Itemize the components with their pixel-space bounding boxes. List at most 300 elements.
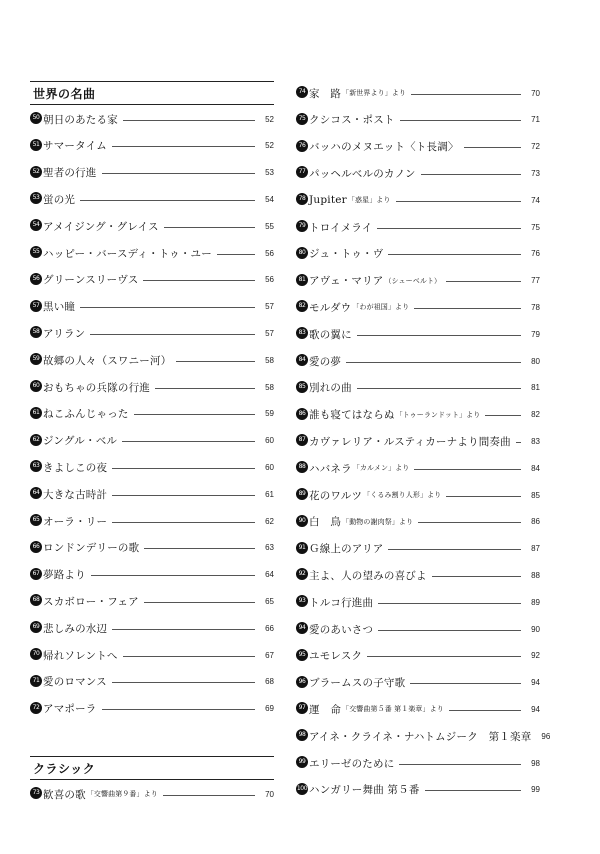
entry-title: エリーゼのために bbox=[309, 757, 395, 770]
leader-line bbox=[112, 629, 255, 630]
entry-row bbox=[309, 593, 540, 611]
entry-page-number: 65 bbox=[265, 596, 274, 606]
entry-page-number: 90 bbox=[531, 624, 540, 634]
entry-number-badge: 86 bbox=[296, 408, 308, 420]
entry-row bbox=[43, 271, 274, 289]
entry-number-badge: 67 bbox=[30, 568, 42, 580]
entry-number-badge: 55 bbox=[30, 246, 42, 258]
entry-page-number: 74 bbox=[531, 195, 540, 205]
entry-number-badge: 66 bbox=[30, 541, 42, 553]
entry-subtitle: 「新世界より」より bbox=[342, 89, 407, 97]
toc-entry[interactable] bbox=[30, 458, 274, 476]
entry-number-badge: 75 bbox=[296, 113, 308, 125]
leader-line bbox=[425, 790, 521, 791]
entry-title: 聖者の行進 bbox=[43, 167, 97, 180]
entry-page-number: 92 bbox=[531, 651, 540, 661]
entry-number-badge: 70 bbox=[30, 648, 42, 660]
leader-line bbox=[144, 602, 255, 603]
entry-row bbox=[309, 111, 540, 129]
entry-row bbox=[309, 245, 540, 263]
leader-line bbox=[122, 441, 255, 442]
entry-row bbox=[309, 674, 540, 692]
toc-entry[interactable] bbox=[296, 674, 540, 692]
entry-page-number: 71 bbox=[531, 115, 540, 125]
entry-row bbox=[309, 754, 540, 772]
entry-page-number: 99 bbox=[531, 785, 540, 795]
entry-number-badge: 54 bbox=[30, 219, 42, 231]
toc-entry[interactable] bbox=[30, 137, 274, 155]
toc-entry[interactable] bbox=[30, 673, 274, 691]
entry-number-badge: 85 bbox=[296, 381, 308, 393]
entry-page-number: 84 bbox=[531, 463, 540, 473]
entry-title: ハバネラ bbox=[309, 462, 352, 475]
entry-row bbox=[43, 619, 274, 637]
leader-line bbox=[80, 307, 255, 308]
entry-row bbox=[43, 378, 274, 396]
entry-number-badge: 81 bbox=[296, 274, 308, 286]
entry-title: 白 鳥 bbox=[309, 516, 342, 529]
toc-entry[interactable] bbox=[296, 593, 540, 611]
entry-title: Jupiter bbox=[309, 194, 347, 207]
leader-line bbox=[143, 280, 255, 281]
toc-entry[interactable] bbox=[30, 592, 274, 610]
entry-title: 愛のロマンス bbox=[43, 676, 107, 689]
entry-title: 主よ、人の望みの喜びよ bbox=[309, 569, 427, 582]
entry-number-badge: 53 bbox=[30, 192, 42, 204]
toc-entry[interactable] bbox=[30, 217, 274, 235]
entry-row bbox=[43, 785, 274, 803]
entry-title: 蛍の光 bbox=[43, 193, 76, 206]
entry-subtitle: 「惑星」より bbox=[347, 196, 391, 205]
entry-title: ブラームスの子守歌 bbox=[309, 677, 406, 690]
entry-title: スカボロー・フェア bbox=[43, 595, 139, 608]
entry-page-number: 72 bbox=[531, 142, 540, 152]
entry-row bbox=[309, 727, 551, 745]
entry-title: 夢路より bbox=[43, 569, 86, 582]
entry-subtitle: （シューベルト） bbox=[384, 276, 442, 285]
entry-page-number: 61 bbox=[265, 489, 274, 499]
entry-row bbox=[309, 325, 540, 343]
entry-page-number: 64 bbox=[265, 570, 274, 580]
entry-number-badge: 69 bbox=[30, 621, 42, 633]
entry-number-badge: 50 bbox=[30, 112, 42, 124]
entry-page-number: 77 bbox=[531, 276, 540, 286]
leader-line bbox=[414, 308, 521, 309]
entry-title: ジングル・ベル bbox=[43, 435, 118, 448]
entry-row bbox=[43, 190, 274, 208]
entry-number-badge: 57 bbox=[30, 300, 42, 312]
section-title: クラシック bbox=[33, 762, 96, 776]
entry-number-badge: 98 bbox=[296, 729, 308, 741]
toc-entry[interactable] bbox=[30, 485, 274, 503]
entry-row bbox=[43, 217, 274, 235]
entry-title: ハンガリー舞曲 第５番 bbox=[309, 784, 420, 797]
entry-title: 朝日のあたる家 bbox=[43, 113, 118, 126]
entry-page-number: 63 bbox=[265, 543, 274, 553]
toc-entry[interactable] bbox=[296, 298, 540, 316]
entry-title: 歓喜の歌 bbox=[43, 788, 86, 801]
toc-entry[interactable] bbox=[30, 539, 274, 557]
toc-entry[interactable] bbox=[30, 110, 274, 128]
leader-line bbox=[432, 576, 521, 577]
entry-title: ねこふんじゃった bbox=[43, 408, 129, 421]
entry-title: 別れの曲 bbox=[309, 382, 352, 395]
toc-entry[interactable] bbox=[296, 164, 540, 182]
leader-line bbox=[410, 683, 521, 684]
entry-row bbox=[43, 432, 274, 450]
toc-entry[interactable] bbox=[30, 566, 274, 584]
entry-page-number: 73 bbox=[531, 168, 540, 178]
toc-entry[interactable] bbox=[296, 191, 540, 209]
leader-line bbox=[378, 603, 521, 604]
entry-title: アリラン bbox=[43, 327, 86, 340]
entry-row bbox=[43, 700, 274, 718]
toc-entry[interactable] bbox=[296, 272, 540, 290]
entry-page-number: 67 bbox=[265, 650, 274, 660]
entry-page-number: 87 bbox=[531, 544, 540, 554]
leader-line bbox=[418, 522, 521, 523]
entry-page-number: 80 bbox=[531, 356, 540, 366]
leader-line bbox=[102, 173, 256, 174]
entry-row bbox=[43, 244, 274, 262]
leader-line bbox=[112, 522, 255, 523]
toc-entry[interactable] bbox=[30, 298, 274, 316]
entry-number-badge: 95 bbox=[296, 649, 308, 661]
leader-line bbox=[346, 362, 521, 363]
toc-entry[interactable] bbox=[296, 245, 540, 263]
entry-number-badge: 93 bbox=[296, 595, 308, 607]
entry-page-number: 52 bbox=[265, 141, 274, 151]
entry-number-badge: 72 bbox=[30, 702, 42, 714]
entry-number-badge: 90 bbox=[296, 515, 308, 527]
entry-number-badge: 96 bbox=[296, 676, 308, 688]
entry-number-badge: 82 bbox=[296, 300, 308, 312]
entry-page-number: 62 bbox=[265, 516, 274, 526]
entry-title: きよしこの夜 bbox=[43, 461, 108, 474]
entry-subtitle: 「わが祖国」より bbox=[352, 303, 410, 312]
toc-entry[interactable] bbox=[296, 379, 540, 397]
entry-number-badge: 59 bbox=[30, 353, 42, 365]
leader-line bbox=[446, 496, 521, 497]
entry-number-badge: 78 bbox=[296, 193, 308, 205]
toc-entry[interactable] bbox=[296, 352, 540, 370]
entry-number-badge: 100 bbox=[296, 783, 308, 795]
toc-entry[interactable] bbox=[30, 324, 274, 342]
toc-entry[interactable] bbox=[296, 513, 540, 531]
entry-page-number: 57 bbox=[265, 302, 274, 312]
entry-title: クシコス・ポスト bbox=[309, 114, 395, 127]
leader-line bbox=[396, 201, 521, 202]
leader-line bbox=[90, 334, 255, 335]
entry-title: トルコ行進曲 bbox=[309, 596, 374, 609]
entry-row bbox=[309, 164, 540, 182]
leader-line bbox=[112, 495, 255, 496]
entry-page-number: 89 bbox=[531, 597, 540, 607]
entry-row bbox=[309, 84, 540, 102]
entry-number-badge: 79 bbox=[296, 220, 308, 232]
entry-row bbox=[43, 405, 274, 423]
entry-number-badge: 88 bbox=[296, 461, 308, 473]
entry-title: アヴェ・マリア bbox=[309, 275, 384, 288]
entry-row bbox=[309, 191, 540, 209]
entry-row bbox=[43, 110, 274, 128]
entry-row bbox=[309, 566, 540, 584]
entry-number-badge: 80 bbox=[296, 247, 308, 259]
entry-page-number: 68 bbox=[265, 677, 274, 687]
entry-number-badge: 74 bbox=[296, 86, 308, 98]
entry-number-badge: 64 bbox=[30, 487, 42, 499]
entry-page-number: 81 bbox=[531, 383, 540, 393]
entry-number-badge: 87 bbox=[296, 434, 308, 446]
entry-page-number: 83 bbox=[531, 436, 540, 446]
entry-page-number: 94 bbox=[531, 678, 540, 688]
entry-subtitle: 「動物の謝肉祭」より bbox=[342, 517, 414, 526]
entry-title: 愛のあいさつ bbox=[309, 623, 374, 636]
entry-page-number: 82 bbox=[531, 410, 540, 420]
entry-title: 帰れソレントへ bbox=[43, 649, 118, 662]
entry-page-number: 78 bbox=[531, 302, 540, 312]
leader-line bbox=[357, 335, 521, 336]
leader-line bbox=[112, 146, 255, 147]
entry-row bbox=[309, 272, 540, 290]
leader-line bbox=[176, 361, 255, 362]
leader-line bbox=[399, 764, 521, 765]
toc-entry[interactable] bbox=[30, 432, 274, 450]
entry-number-badge: 56 bbox=[30, 273, 42, 285]
entry-row bbox=[43, 512, 274, 530]
entry-title: 運 命 bbox=[309, 703, 342, 716]
toc-entry[interactable] bbox=[296, 754, 540, 772]
toc-entry[interactable] bbox=[30, 512, 274, 530]
entry-page-number: 58 bbox=[265, 382, 274, 392]
toc-entry[interactable] bbox=[30, 785, 274, 803]
toc-entry[interactable] bbox=[30, 378, 274, 396]
entry-title: 家 路 bbox=[309, 87, 342, 100]
entry-row bbox=[43, 646, 274, 664]
toc-entry[interactable] bbox=[30, 700, 274, 718]
leader-line bbox=[91, 575, 255, 576]
leader-line bbox=[388, 254, 521, 255]
entry-page-number: 59 bbox=[265, 409, 274, 419]
entry-row bbox=[309, 700, 540, 718]
leader-line bbox=[378, 630, 521, 631]
entry-subtitle: 「カルメン」より bbox=[352, 464, 410, 473]
toc-entry[interactable] bbox=[296, 406, 540, 424]
entry-number-badge: 71 bbox=[30, 675, 42, 687]
entry-row bbox=[43, 324, 274, 342]
entry-title: パッヘルベルのカノン bbox=[309, 167, 416, 180]
toc-entry[interactable] bbox=[30, 271, 274, 289]
entry-row bbox=[309, 781, 540, 799]
toc-entry[interactable] bbox=[296, 620, 540, 638]
leader-line bbox=[163, 795, 255, 796]
leader-line bbox=[123, 120, 255, 121]
entry-page-number: 56 bbox=[265, 248, 274, 258]
leader-line bbox=[421, 174, 521, 175]
entry-page-number: 94 bbox=[531, 704, 540, 714]
leader-line bbox=[449, 710, 521, 711]
entry-page-number: 79 bbox=[531, 329, 540, 339]
entry-row bbox=[43, 351, 274, 369]
leader-line bbox=[446, 281, 521, 282]
entry-row bbox=[43, 458, 274, 476]
toc-entry[interactable] bbox=[30, 646, 274, 664]
toc-entry[interactable] bbox=[30, 164, 274, 182]
entry-number-badge: 63 bbox=[30, 460, 42, 472]
entry-page-number: 85 bbox=[531, 490, 540, 500]
entry-title: 黒い瞳 bbox=[43, 301, 76, 314]
leader-line bbox=[144, 548, 255, 549]
entry-title: 誰も寝てはならぬ bbox=[309, 409, 395, 422]
toc-entry[interactable] bbox=[296, 218, 540, 236]
entry-page-number: 98 bbox=[531, 758, 540, 768]
section-title: 世界の名曲 bbox=[33, 87, 96, 101]
entry-row bbox=[309, 540, 540, 558]
entry-number-badge: 68 bbox=[30, 594, 42, 606]
entry-row bbox=[309, 352, 540, 370]
entry-row bbox=[309, 486, 540, 504]
toc-entry[interactable] bbox=[296, 727, 551, 745]
entry-row bbox=[309, 218, 540, 236]
entry-title: アメイジング・グレイス bbox=[43, 220, 159, 233]
entry-number-badge: 61 bbox=[30, 407, 42, 419]
leader-line bbox=[217, 254, 255, 255]
leader-line bbox=[112, 682, 255, 683]
toc-entry[interactable] bbox=[30, 244, 274, 262]
leader-line bbox=[367, 656, 521, 657]
entry-page-number: 56 bbox=[265, 275, 274, 285]
entry-page-number: 70 bbox=[265, 789, 274, 799]
entry-number-badge: 77 bbox=[296, 166, 308, 178]
leader-line bbox=[388, 549, 521, 550]
toc-entry[interactable] bbox=[296, 459, 540, 477]
toc-entry[interactable] bbox=[296, 647, 540, 665]
entry-row bbox=[309, 379, 540, 397]
entry-row bbox=[43, 566, 274, 584]
toc-entry[interactable] bbox=[30, 351, 274, 369]
leader-line bbox=[485, 415, 521, 416]
entry-title: 大きな古時計 bbox=[43, 488, 108, 501]
entry-title: 花のワルツ bbox=[309, 489, 363, 502]
entry-number-badge: 51 bbox=[30, 139, 42, 151]
toc-entry[interactable] bbox=[296, 540, 540, 558]
entry-number-badge: 76 bbox=[296, 140, 308, 152]
leader-line bbox=[80, 200, 255, 201]
entry-number-badge: 62 bbox=[30, 434, 42, 446]
entry-subtitle: 「交響曲第９番」より bbox=[86, 790, 158, 798]
entry-page-number: 66 bbox=[265, 623, 274, 633]
toc-entry[interactable] bbox=[30, 405, 274, 423]
entry-title: アイネ・クライネ・ナハトムジーク 第１楽章 bbox=[309, 730, 532, 743]
section-header bbox=[30, 81, 274, 105]
entry-title: ロンドンデリーの歌 bbox=[43, 542, 140, 555]
entry-number-badge: 73 bbox=[30, 787, 42, 799]
section-header bbox=[30, 756, 274, 780]
entry-title: モルダウ bbox=[309, 301, 352, 314]
entry-number-badge: 65 bbox=[30, 514, 42, 526]
toc-entry[interactable] bbox=[296, 486, 540, 504]
leader-line bbox=[464, 147, 521, 148]
entry-subtitle: 「くるみ割り人形」より bbox=[363, 491, 442, 499]
toc-entry[interactable] bbox=[296, 325, 540, 343]
toc-entry[interactable] bbox=[296, 566, 540, 584]
entry-page-number: 60 bbox=[265, 436, 274, 446]
entry-number-badge: 58 bbox=[30, 326, 42, 338]
entry-page-number: 70 bbox=[531, 88, 540, 98]
toc-entry[interactable] bbox=[296, 432, 540, 450]
entry-page-number: 53 bbox=[265, 168, 274, 178]
leader-line bbox=[102, 709, 256, 710]
entry-row bbox=[43, 539, 274, 557]
entry-number-badge: 60 bbox=[30, 380, 42, 392]
entry-page-number: 88 bbox=[531, 570, 540, 580]
entry-page-number: 54 bbox=[265, 194, 274, 204]
toc-entry[interactable] bbox=[296, 111, 540, 129]
entry-row bbox=[309, 513, 540, 531]
entry-row bbox=[309, 298, 540, 316]
toc-entry[interactable] bbox=[30, 619, 274, 637]
toc-entry[interactable] bbox=[296, 700, 540, 718]
entry-number-badge: 94 bbox=[296, 622, 308, 634]
entry-row bbox=[43, 485, 274, 503]
entry-row bbox=[43, 164, 274, 182]
leader-line bbox=[164, 227, 255, 228]
entry-number-badge: 97 bbox=[296, 702, 308, 714]
entry-title: アマポーラ bbox=[43, 703, 97, 716]
entry-title: ジュ・トゥ・ヴ bbox=[309, 248, 384, 261]
entry-row bbox=[43, 137, 274, 155]
entry-row bbox=[309, 138, 540, 156]
entry-page-number: 60 bbox=[265, 462, 274, 472]
entry-page-number: 55 bbox=[265, 221, 274, 231]
entry-page-number: 52 bbox=[265, 114, 274, 124]
entry-title: ユモレスク bbox=[309, 650, 363, 663]
entry-row bbox=[309, 459, 540, 477]
entry-number-badge: 92 bbox=[296, 568, 308, 580]
entry-title: グリーンスリーヴス bbox=[43, 274, 139, 287]
entry-row bbox=[43, 673, 274, 691]
leader-line bbox=[112, 468, 255, 469]
leader-line bbox=[414, 469, 521, 470]
entry-page-number: 96 bbox=[541, 731, 551, 741]
entry-page-number: 69 bbox=[265, 704, 274, 714]
toc-entry[interactable] bbox=[296, 138, 540, 156]
entry-row bbox=[309, 647, 540, 665]
leader-line bbox=[134, 414, 255, 415]
entry-row bbox=[43, 592, 274, 610]
entry-page-number: 86 bbox=[531, 517, 540, 527]
entry-page-number: 57 bbox=[265, 328, 274, 338]
entry-title: サマータイム bbox=[43, 140, 107, 153]
entry-page-number: 75 bbox=[531, 222, 540, 232]
entry-title: Ｇ線上のアリア bbox=[309, 543, 384, 556]
leader-line bbox=[411, 94, 521, 95]
entry-title: トロイメライ bbox=[309, 221, 373, 234]
toc-entry[interactable] bbox=[296, 84, 540, 102]
entry-row bbox=[309, 406, 540, 424]
entry-title: 故郷の人々（スワニー河） bbox=[43, 354, 172, 367]
entry-title: カヴァレリア・ルスティカーナより間奏曲 bbox=[309, 435, 511, 448]
toc-entry[interactable] bbox=[30, 190, 274, 208]
entry-subtitle: 「交響曲第５番 第１楽章」より bbox=[342, 705, 444, 714]
entry-number-badge: 52 bbox=[30, 166, 42, 178]
entry-row bbox=[309, 620, 540, 638]
entry-title: おもちゃの兵隊の行進 bbox=[43, 381, 150, 394]
entry-title: バッハのメヌエット〈ト長調〉 bbox=[309, 141, 459, 154]
toc-entry[interactable] bbox=[296, 781, 540, 799]
leader-line bbox=[155, 388, 255, 389]
entry-title: 悲しみの水辺 bbox=[43, 622, 108, 635]
